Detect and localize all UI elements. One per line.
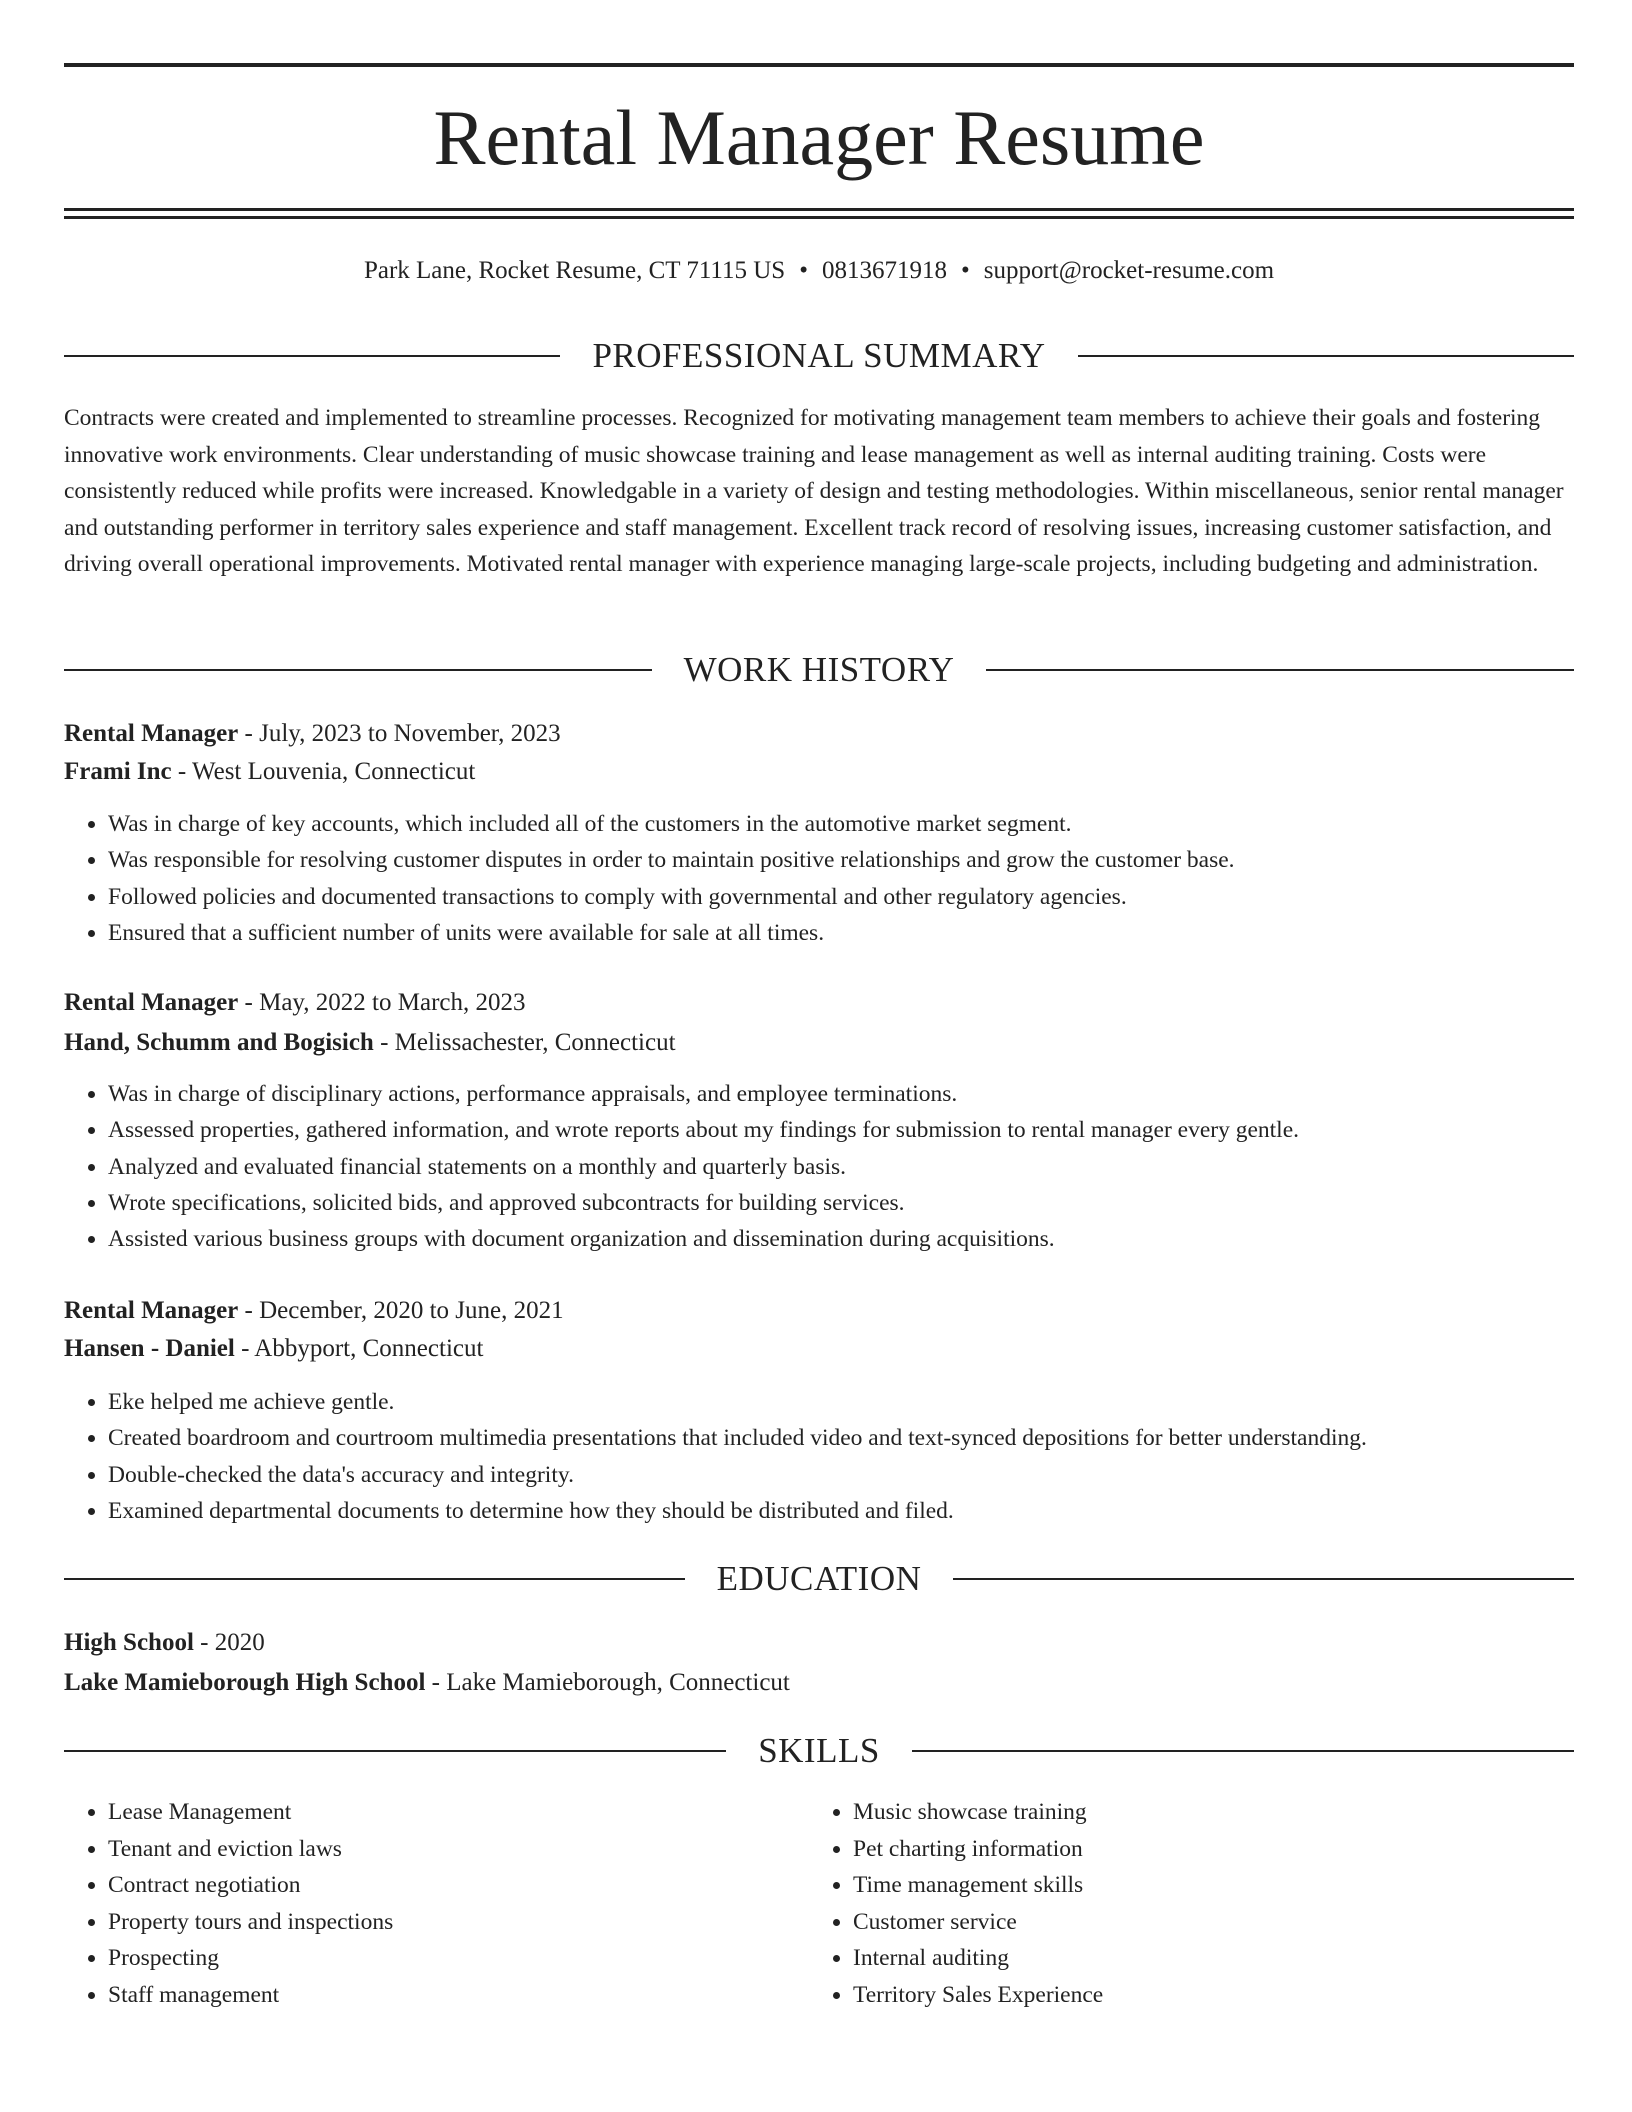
job-company: Hand, Schumm and Bogisich: [64, 1029, 374, 1056]
skill-item: • Music showcase training: [853, 1794, 1553, 1831]
job-bullets: [64, 806, 1618, 951]
divider-line: [953, 1578, 1574, 1580]
list-item: • Was in charge of disciplinary actions, performance appraisals, and employee terminations.: [108, 1076, 1618, 1112]
divider-line: [64, 355, 560, 357]
list-item: • Ensured that a sufficient number of units were available for sale at all times.: [108, 915, 1618, 951]
skill-item: • Staff management: [108, 1977, 808, 2014]
divider-line: [912, 1750, 1574, 1752]
section-header-summary: [64, 334, 1574, 378]
contact-phone: 0813671918: [821, 257, 947, 284]
skill-item: • Tenant and eviction laws: [108, 1831, 808, 1868]
contact-info: [64, 254, 1574, 288]
job-location: - Melissachester, Connecticut: [373, 1029, 676, 1056]
skill-item: • Internal auditing: [853, 1940, 1553, 1977]
skill-item: • Contract negotiation: [108, 1867, 808, 1904]
skills-list-left: [64, 1794, 808, 2013]
job-company-line: [64, 1024, 1574, 1062]
job-role: Rental Manager: [64, 1297, 239, 1324]
title-rule-upper: [64, 208, 1574, 211]
contact-address: Park Lane, Rocket Resume, CT 71115 US: [363, 257, 786, 284]
contact-separator: •: [799, 257, 808, 284]
section-title: WORK HISTORY: [683, 650, 955, 689]
list-item: • Examined departmental documents to determine how they should be distributed and filed.: [108, 1493, 1618, 1529]
section-header-work-history: [64, 648, 1574, 692]
section-title: SKILLS: [758, 1731, 880, 1770]
skill-item: • Property tours and inspections: [108, 1904, 808, 1941]
job-company: Frami Inc: [64, 758, 172, 785]
education-degree-line: [64, 1624, 1574, 1662]
education-degree: High School: [64, 1629, 194, 1656]
list-item: • Assessed properties, gathered information, and wrote reports about my findings for submission to rental manager every gentle.: [108, 1112, 1618, 1148]
list-item: • Assisted various business groups with document organization and dissemination during acquisitions.: [108, 1221, 1618, 1257]
job-bullets: [64, 1384, 1618, 1529]
summary-paragraph: Contracts were created and implemented to streamline processes. Recognized for motivating management team members to achieve their goals and fostering innovative work environments. Clear understanding of music showcase training and lease management as well as internal auditing training. Costs were consistently reduced while profits were increased. Knowledgable in a variety of design and testing methodologies. Within miscellaneous, senior rental manager and outstanding performer in territory sales experience and staff management. Excellent track record of resolving issues, increasing customer satisfaction, and driving overall operational improvements. Motivated rental manager with experience managing large-scale projects, including budgeting and administration.: [64, 405, 1564, 577]
education-school: Lake Mamieborough High School: [64, 1669, 426, 1696]
section-title: PROFESSIONAL SUMMARY: [592, 336, 1046, 375]
resume-title: Rental Manager Resume: [433, 94, 1205, 181]
job-dates: - December, 2020 to June, 2021: [238, 1297, 564, 1324]
job-company: Hansen - Daniel: [64, 1335, 235, 1362]
list-item: • Was responsible for resolving customer disputes in order to maintain positive relationships and grow the customer base.: [108, 842, 1618, 878]
top-rule: [64, 63, 1574, 67]
job-dates: - May, 2022 to March, 2023: [238, 989, 526, 1016]
section-title: EDUCATION: [716, 1559, 922, 1598]
skill-item: • Time management skills: [853, 1867, 1553, 1904]
job-dates: - July, 2023 to November, 2023: [238, 720, 561, 747]
job-title-line: [64, 715, 1574, 753]
list-item: • Was in charge of key accounts, which included all of the customers in the automotive market segment.: [108, 806, 1618, 842]
skill-item: • Territory Sales Experience: [853, 1977, 1553, 2014]
job-company-line: [64, 1330, 1574, 1368]
list-item: • Created boardroom and courtroom multimedia presentations that included video and text-synced depositions for better understanding.: [108, 1420, 1618, 1456]
skill-item: • Customer service: [853, 1904, 1553, 1941]
list-item: • Eke helped me achieve gentle.: [108, 1384, 1618, 1420]
job-bullets: [64, 1076, 1618, 1257]
list-item: • Analyzed and evaluated financial statements on a monthly and quarterly basis.: [108, 1149, 1618, 1185]
job-company-line: [64, 753, 1574, 791]
list-item: • Followed policies and documented transactions to comply with governmental and other regulatory agencies.: [108, 879, 1618, 915]
divider-line: [1078, 355, 1574, 357]
job-role: Rental Manager: [64, 989, 239, 1016]
contact-email: support@rocket-resume.com: [983, 257, 1275, 284]
list-item: • Double-checked the data's accuracy and integrity.: [108, 1457, 1618, 1493]
skill-item: • Lease Management: [108, 1794, 808, 1831]
job-title-line: [64, 984, 1574, 1022]
contact-separator: •: [960, 257, 970, 284]
divider-line: [64, 1578, 685, 1580]
section-header-education: [64, 1557, 1574, 1601]
divider-line: [986, 669, 1574, 671]
title-rule-lower: [64, 216, 1574, 219]
skill-item: • Pet charting information: [853, 1831, 1553, 1868]
education-school-line: [64, 1664, 1574, 1702]
skill-item: • Prospecting: [108, 1940, 808, 1977]
skills-list-right: [809, 1794, 1553, 2013]
job-title-line: [64, 1292, 1574, 1330]
education-year: - 2020: [193, 1629, 265, 1656]
divider-line: [64, 1750, 726, 1752]
section-header-skills: [64, 1729, 1574, 1773]
job-location: - Abbyport, Connecticut: [234, 1335, 484, 1362]
job-role: Rental Manager: [64, 720, 239, 747]
job-location: - West Louvenia, Connecticut: [171, 758, 476, 785]
education-location: - Lake Mamieborough, Connecticut: [425, 1669, 790, 1696]
list-item: • Wrote specifications, solicited bids, and approved subcontracts for building services.: [108, 1185, 1618, 1221]
divider-line: [64, 669, 652, 671]
